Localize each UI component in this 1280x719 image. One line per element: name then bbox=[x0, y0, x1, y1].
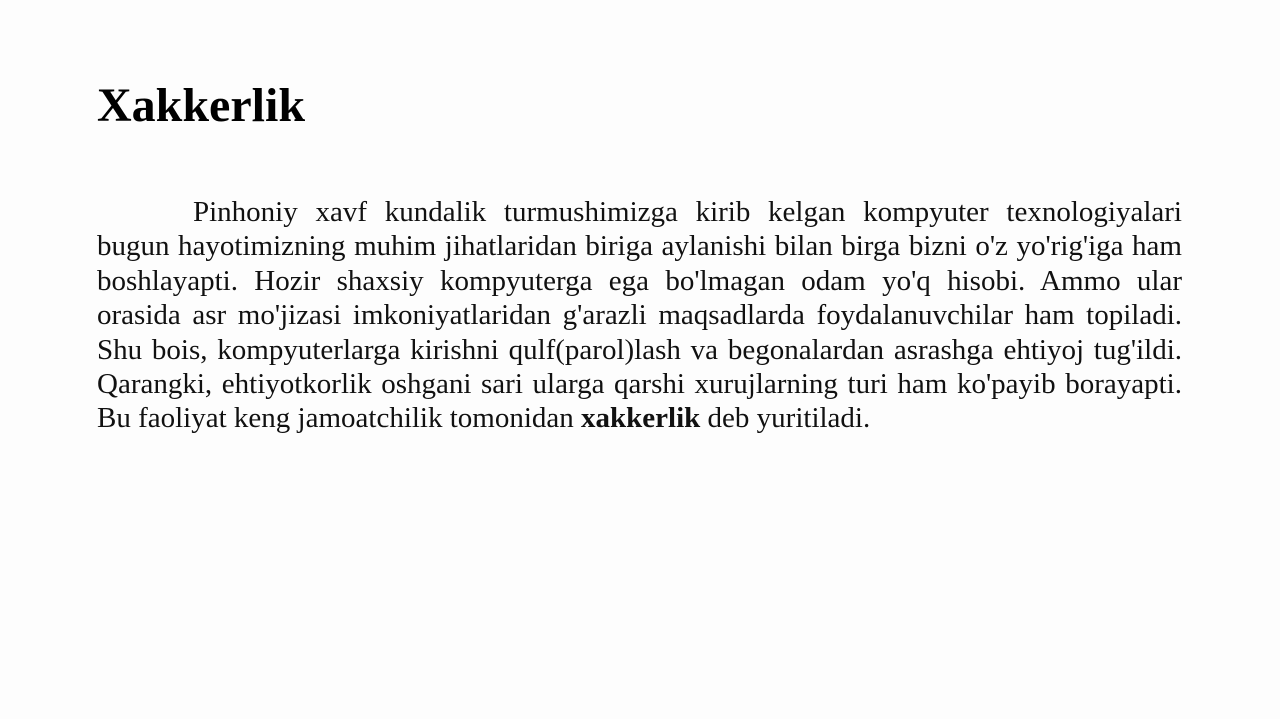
paragraph-bold-term: xakkerlik bbox=[581, 402, 701, 435]
paragraph-text-before: Pinhoniy xavf kundalik turmushimizga kirib kelgan kompyuter texnologiyalari bugun hayotimizning muhim jihatlaridan biriga aylanishi bilan birga bizni o'z yo'rig'iga ham boshlayapti. Hozir shaxsiy kompyuterga ega bo'lmagan odam yo'q hisobi. Ammo ular orasida asr mo'jizasi imkoniyatlaridan g'arazli maqsadlarda foydalanuvchilar ham topiladi. Shu bois, kompyuterlarga kirishni qulf(parol)lash va begonalardan asrashga ehtiyoj tug'ildi. Qarangki, ehtiyotkorlik oshgani sari ularga qarshi xurujlarning turi ham ko'payib borayapti. Bu faoliyat keng jamoatchilik tomonidan bbox=[97, 196, 1182, 435]
body-paragraph bbox=[97, 195, 1182, 436]
slide-title: Xakkerlik bbox=[97, 79, 306, 132]
paragraph-text-after: deb yuritiladi. bbox=[700, 402, 871, 435]
